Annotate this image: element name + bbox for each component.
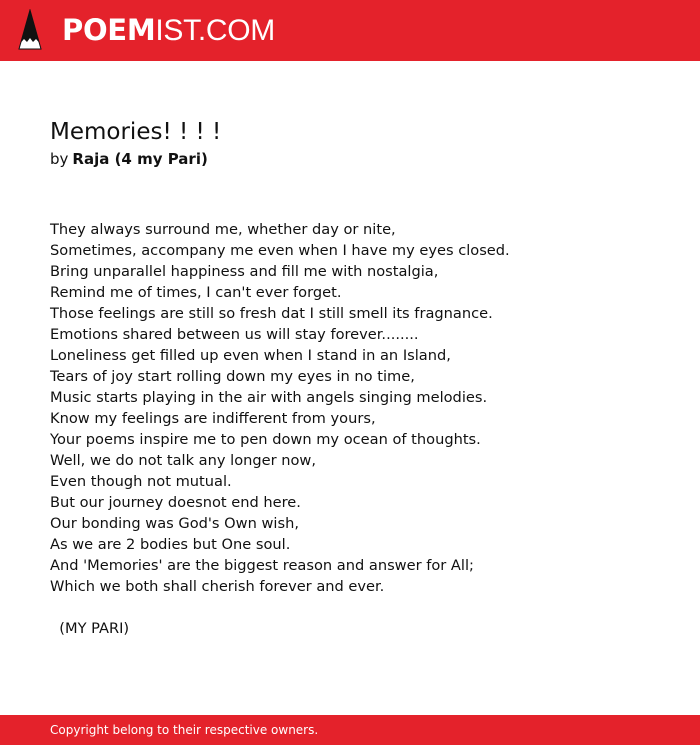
poem-line: But our journey doesnot end here. bbox=[50, 494, 301, 511]
poem-line: Know my feelings are indifferent from yours, bbox=[50, 410, 376, 427]
poem-line: Even though not mutual. bbox=[50, 473, 232, 490]
site-logo[interactable] bbox=[62, 13, 275, 47]
poem-line: They always surround me, whether day or nite, bbox=[50, 221, 396, 238]
pencil-logo-icon[interactable] bbox=[18, 9, 42, 51]
logo-light-text: IST.COM bbox=[155, 14, 275, 47]
poem-line: As we are 2 bodies but One soul. bbox=[50, 536, 291, 553]
poem-line: Music starts playing in the air with angels singing melodies. bbox=[50, 389, 488, 406]
author-name: Raja (4 my Pari) bbox=[72, 150, 208, 168]
site-footer bbox=[0, 715, 700, 745]
poem-title: Memories! ! ! ! bbox=[50, 119, 222, 145]
poem-line: Your poems inspire me to pen down my ocean of thoughts. bbox=[50, 431, 481, 448]
poem-body bbox=[50, 219, 670, 639]
copyright-text: Copyright belong to their respective owners. bbox=[50, 723, 319, 737]
poem-line: Sometimes, accompany me even when I have my eyes closed. bbox=[50, 242, 510, 259]
poem-line bbox=[50, 597, 670, 618]
logo-bold-text: POEM bbox=[62, 13, 156, 47]
poem-line: Which we both shall cherish forever and ever. bbox=[50, 578, 385, 595]
poem-line: Our bonding was God's Own wish, bbox=[50, 515, 299, 532]
poem-line: Well, we do not talk any longer now, bbox=[50, 452, 317, 469]
poem-line: Tears of joy start rolling down my eyes in no time, bbox=[50, 368, 415, 385]
poem-line: Loneliness get filled up even when I stand in an Island, bbox=[50, 347, 451, 364]
site-header bbox=[0, 0, 700, 61]
byline bbox=[50, 149, 208, 169]
poem-line: (MY PARI) bbox=[50, 620, 130, 637]
poem-line: Remind me of times, I can't ever forget. bbox=[50, 284, 342, 301]
by-label: by bbox=[50, 150, 69, 168]
poem-line: Emotions shared between us will stay forever........ bbox=[50, 326, 419, 343]
poem-line: Those feelings are still so fresh dat I still smell its fragnance. bbox=[50, 305, 493, 322]
poem-line: Bring unparallel happiness and fill me with nostalgia, bbox=[50, 263, 439, 280]
poem-line: And 'Memories' are the biggest reason and answer for All; bbox=[50, 557, 474, 574]
